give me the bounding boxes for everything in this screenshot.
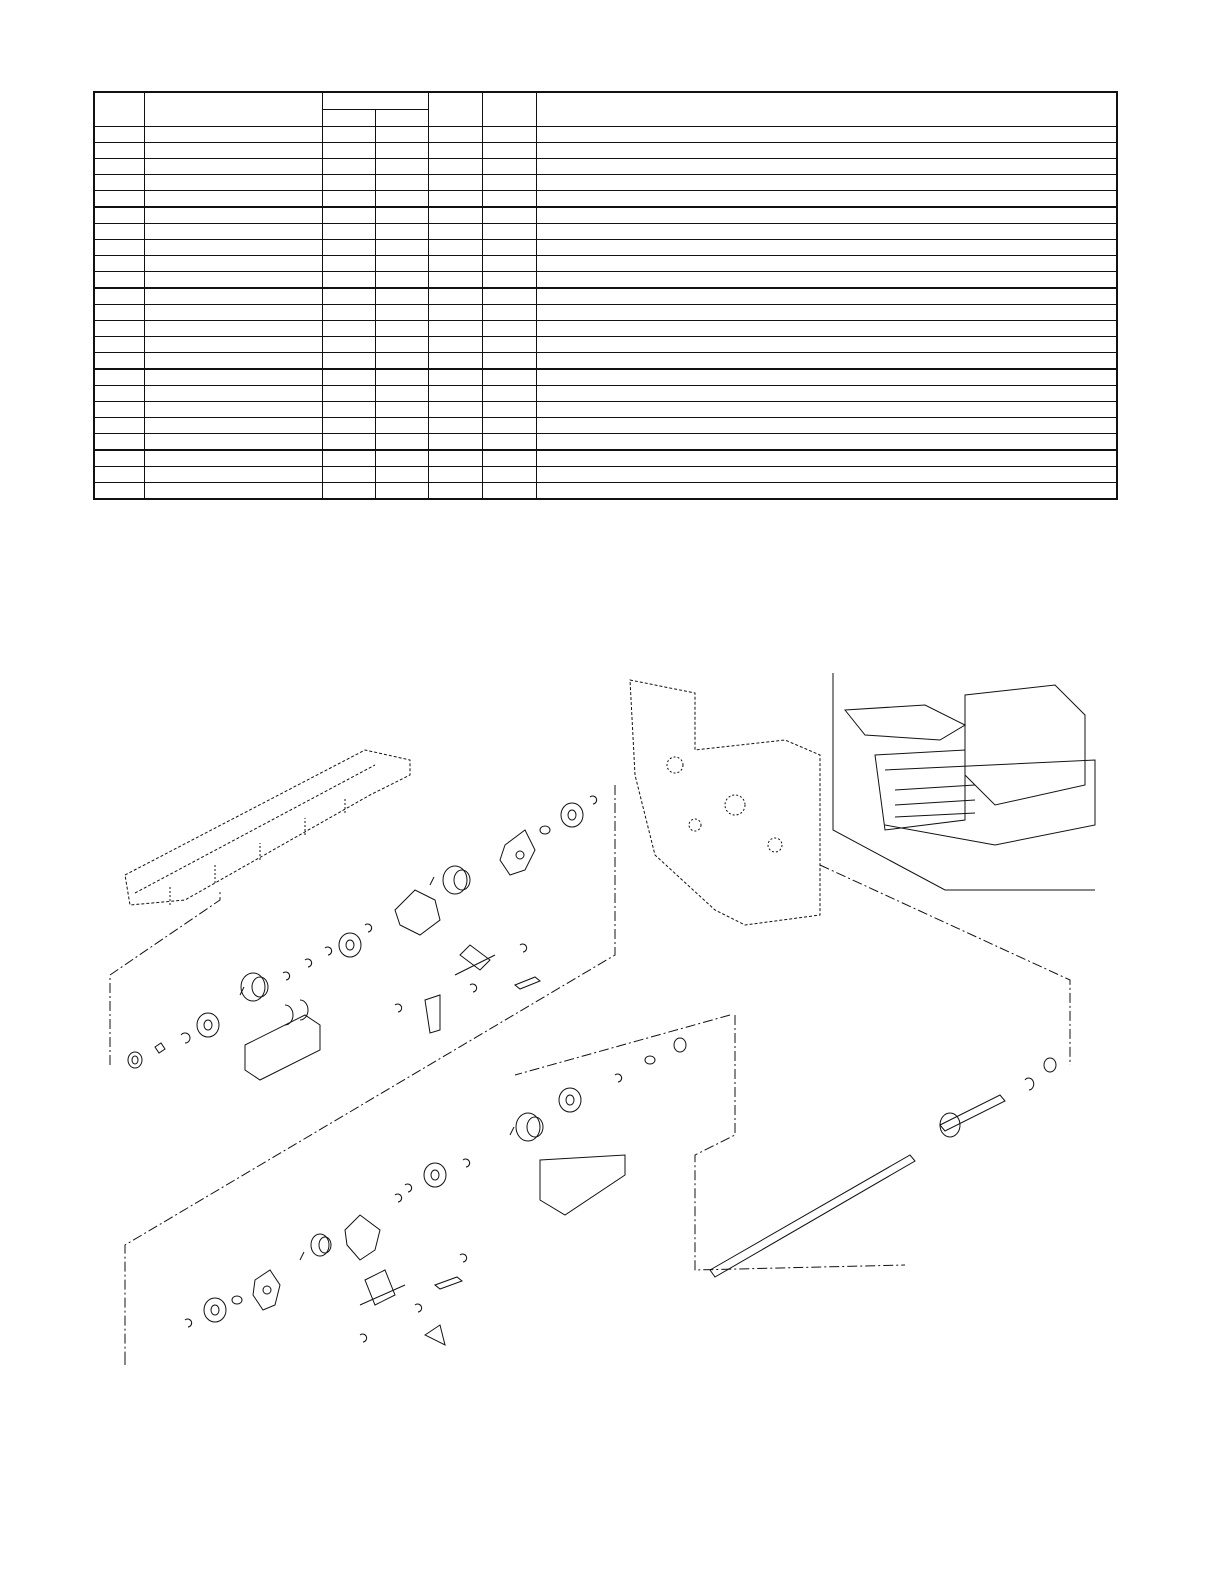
table-cell [428,288,482,305]
table-cell [144,402,322,418]
table-cell [144,483,322,500]
parts-list-table [93,91,1118,500]
table-row [94,256,1117,272]
table-cell [94,159,144,175]
table-cell [428,272,482,289]
header-price-sub-1 [322,110,375,127]
table-cell [94,224,144,240]
table-cell [428,386,482,402]
table-cell [94,143,144,159]
table-cell [536,127,1117,143]
header-part-rank [482,92,536,127]
table-cell [482,288,536,305]
table-cell [482,191,536,208]
table-row [94,337,1117,353]
table-cell [428,305,482,321]
table-cell [375,467,428,483]
table-cell [375,369,428,386]
header-price-sub-2 [375,110,428,127]
table-row [94,434,1117,451]
table-cell [536,402,1117,418]
header-price-rank [322,92,428,110]
table-cell [322,240,375,256]
header-new-mark [428,92,482,127]
table-cell [375,450,428,467]
table-cell [94,240,144,256]
table-cell [322,272,375,289]
table-cell [536,418,1117,434]
table-cell [536,159,1117,175]
table-cell [322,386,375,402]
table-cell [94,418,144,434]
table-cell [94,353,144,370]
table-row [94,207,1117,224]
table-cell [375,483,428,500]
table-cell [94,127,144,143]
table-cell [322,321,375,337]
table-row [94,159,1117,175]
table-cell [428,159,482,175]
table-cell [322,418,375,434]
table-cell [428,402,482,418]
table-cell [144,467,322,483]
table-cell [428,143,482,159]
table-cell [322,450,375,467]
table-cell [144,321,322,337]
table-cell [428,337,482,353]
table-cell [536,353,1117,370]
table-cell [375,143,428,159]
table-cell [482,353,536,370]
assembly-leader-lines [110,785,1070,1385]
table-cell [428,127,482,143]
table-cell [322,143,375,159]
table-cell [375,127,428,143]
table-cell [322,483,375,500]
table-cell [94,288,144,305]
table-cell [94,386,144,402]
table-cell [536,240,1117,256]
table-cell [94,272,144,289]
table-cell [144,240,322,256]
table-cell [322,256,375,272]
table-cell [375,191,428,208]
table-row [94,353,1117,370]
table-cell [428,191,482,208]
table-cell [144,175,322,191]
table-cell [94,369,144,386]
table-cell [375,159,428,175]
table-cell [375,224,428,240]
table-cell [375,402,428,418]
table-row [94,305,1117,321]
table-cell [428,175,482,191]
upper-guide-plate [125,750,410,905]
table-cell [482,418,536,434]
table-cell [536,272,1117,289]
table-cell [482,467,536,483]
table-cell [144,369,322,386]
table-cell [428,256,482,272]
table-cell [94,256,144,272]
table-cell [375,321,428,337]
table-cell [94,434,144,451]
table-row [94,450,1117,467]
table-row [94,321,1117,337]
table-cell [428,434,482,451]
table-cell [94,191,144,208]
table-cell [482,143,536,159]
table-cell [94,483,144,500]
table-cell [482,434,536,451]
table-cell [536,175,1117,191]
table-cell [322,434,375,451]
table-cell [536,191,1117,208]
header-no [94,92,144,127]
table-row [94,386,1117,402]
table-cell [375,386,428,402]
table-cell [375,175,428,191]
table-cell [322,353,375,370]
table-cell [536,256,1117,272]
table-cell [482,369,536,386]
table-cell [322,288,375,305]
table-cell [322,207,375,224]
table-cell [482,224,536,240]
table-cell [94,321,144,337]
table-cell [482,207,536,224]
table-cell [322,127,375,143]
table-row [94,143,1117,159]
machine-overview-inset [833,673,1095,890]
table-cell [144,434,322,451]
table-cell [428,321,482,337]
table-cell [482,450,536,467]
table-cell [482,159,536,175]
table-row [94,467,1117,483]
table-row [94,224,1117,240]
table-cell [94,337,144,353]
header-description [536,92,1117,127]
table-cell [94,467,144,483]
table-cell [322,467,375,483]
table-cell [375,337,428,353]
table-cell [144,159,322,175]
table-cell [375,418,428,434]
table-cell [322,191,375,208]
table-cell [144,191,322,208]
table-cell [94,175,144,191]
table-row [94,240,1117,256]
table-cell [482,402,536,418]
table-cell [428,207,482,224]
table-cell [375,353,428,370]
table-cell [322,337,375,353]
table-cell [536,434,1117,451]
table-cell [144,207,322,224]
table-cell [144,353,322,370]
table-cell [536,143,1117,159]
table-cell [428,353,482,370]
table-cell [94,207,144,224]
main-frame-panel [630,680,820,925]
table-cell [94,305,144,321]
table-cell [144,305,322,321]
table-cell [375,434,428,451]
table-cell [144,418,322,434]
table-cell [536,337,1117,353]
table-cell [428,450,482,467]
table-cell [144,337,322,353]
table-cell [536,467,1117,483]
table-row [94,127,1117,143]
table-cell [144,224,322,240]
table-cell [375,207,428,224]
table-cell [482,483,536,500]
table-cell [536,483,1117,500]
table-cell [144,256,322,272]
table-cell [94,450,144,467]
table-cell [428,240,482,256]
table-cell [536,450,1117,467]
table-cell [375,272,428,289]
header-parts-code [144,92,322,127]
table-cell [536,369,1117,386]
table-cell [322,175,375,191]
upper-gear-train [128,796,597,1080]
table-cell [322,305,375,321]
lower-gear-train [185,1038,686,1345]
table-cell [375,288,428,305]
table-cell [482,272,536,289]
table-cell [428,418,482,434]
table-cell [482,337,536,353]
table-cell [375,256,428,272]
table-cell [536,321,1117,337]
table-row [94,483,1117,500]
table-cell [144,288,322,305]
table-cell [322,224,375,240]
table-cell [375,305,428,321]
table-cell [536,224,1117,240]
table-cell [482,175,536,191]
table-cell [536,386,1117,402]
table-cell [482,127,536,143]
table-cell [482,240,536,256]
table-cell [322,402,375,418]
table-cell [428,483,482,500]
parts-list-body [94,92,1117,499]
table-cell [482,321,536,337]
table-cell [482,386,536,402]
table-row [94,191,1117,208]
table-cell [536,207,1117,224]
table-row [94,272,1117,289]
table-cell [428,224,482,240]
exploded-parts-diagram [95,655,1105,1385]
table-cell [375,240,428,256]
table-cell [144,127,322,143]
table-cell [536,305,1117,321]
table-cell [428,467,482,483]
table-cell [144,143,322,159]
table-cell [144,450,322,467]
table-cell [94,402,144,418]
table-cell [482,256,536,272]
table-row [94,402,1117,418]
table-cell [428,369,482,386]
table-cell [144,272,322,289]
table-row [94,369,1117,386]
table-cell [536,288,1117,305]
table-row [94,175,1117,191]
table-header-row-1 [94,92,1117,110]
table-cell [144,386,322,402]
drive-shafts [710,1058,1056,1277]
table-cell [322,369,375,386]
table-row [94,418,1117,434]
table-cell [482,305,536,321]
table-cell [322,159,375,175]
table-row [94,288,1117,305]
